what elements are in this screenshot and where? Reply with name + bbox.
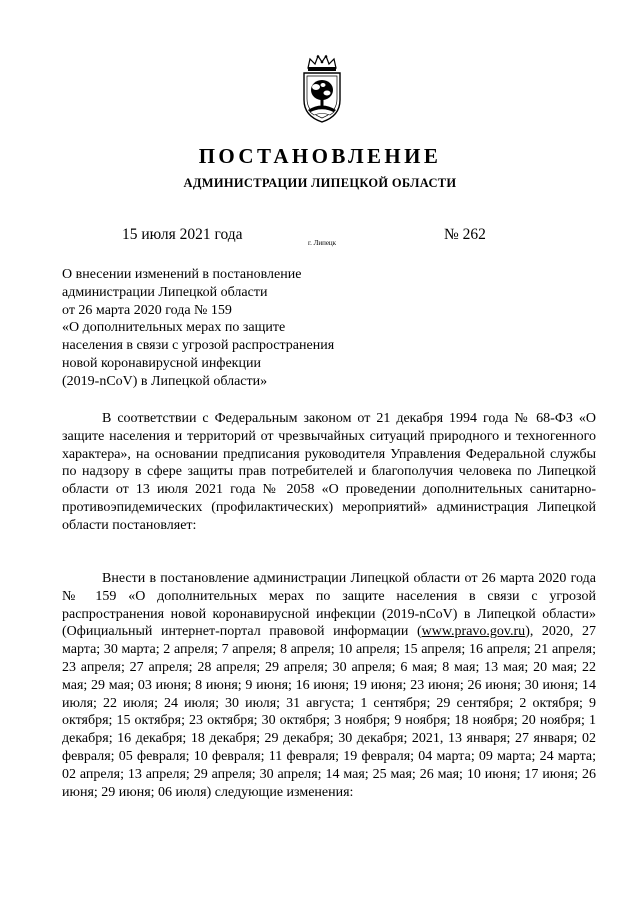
subject-line: О внесении изменений в постановление	[62, 267, 302, 282]
subject-line: новой коронавирусной инфекции	[62, 355, 261, 371]
subject-line: (2019-nCoV) в Липецкой области»	[62, 373, 268, 389]
subject-line: от 26 марта 2020 года № 159	[62, 302, 232, 318]
document-city: г. Липецк	[308, 239, 337, 247]
subject-line: «О дополнительных мерах по защите	[62, 320, 286, 336]
pravo-gov-link[interactable]: www.pravo.gov.ru	[421, 624, 526, 640]
coat-of-arms-icon	[296, 54, 348, 124]
resolution-paragraph	[62, 570, 596, 801]
document-date: 15 июля 2021 года	[122, 226, 243, 243]
document-title: ПОСТАНОВЛЕНИЕ	[198, 144, 442, 168]
resolution-text-end: ), 2020, 27 марта; 30 марта; 2 апреля; 7 апреля; 8 апреля; 10 апреля; 15 апреля; 16 апреля; 21 апреля; 23 апреля; 27 апреля; 28 апреля; 29 апреля; 30 апреля; 6 мая; 8 мая; 13 мая; 20 мая; 22 мая; 29 мая; 03 июня; 8 июня; 9 июня; 16 июня; 19 июня; 23 июня; 26 июня; 30 июня; 14 июля; 22 июля; 24 июля; 30 июля; 31 августа; 1 сентября; 29 сентября; 2 октября; 9 октября; 15 октября; 23 октября; 30 октября; 3 ноября; 9 ноября; 18 ноября; 20 ноября; 1 декабря; 16 декабря; 18 декабря; 29 декабря; 30 декабря; 2021, 13 января; 27 января; 02 февраля; 05 февраля; 10 февраля; 11 февраля; 19 февраля; 04 марта; 09 марта; 24 марта; 02 апреля; 13 апреля; 29 апреля; 30 апреля; 14 мая; 25 мая; 26 мая; 10 июня; 17 июня; 26 июня; 29 июня; 06 июля) следующие изменения:	[62, 624, 596, 800]
document-subject	[62, 266, 382, 391]
preamble-paragraph: В соответствии с Федеральным законом от 21 декабря 1994 года № 68-ФЗ «О защите населения и территорий от чрезвычайных ситуаций природного и техногенного характера», на основании предписания руководителя Управления Федеральной службы по надзору в сфере защиты прав потребителей и благополучия человека по Липецкой области от 13 июля 2021 года № 2058 «О проведении дополнительных санитарно-противоэпидемических (профилактических) мероприятий» администрация Липецкой области постановляет:	[62, 411, 596, 533]
subject-line: администрации Липецкой области	[62, 284, 268, 300]
issuer-subtitle: АДМИНИСТРАЦИИ ЛИПЕЦКОЙ ОБЛАСТИ	[183, 176, 457, 190]
resolution-text-start: Внести в постановление администрации Липецкой области от 26 марта 2020 года № 159 «О дополнительных мерах по защите населения в связи с угрозой распространения новой коронавирусной инфекции (2019-nCoV) в Липецкой области» (Официальный интернет-портал правовой информации (	[62, 571, 596, 640]
document-number: № 262	[444, 226, 486, 243]
subject-line: населения в связи с угрозой распространения	[62, 338, 335, 354]
